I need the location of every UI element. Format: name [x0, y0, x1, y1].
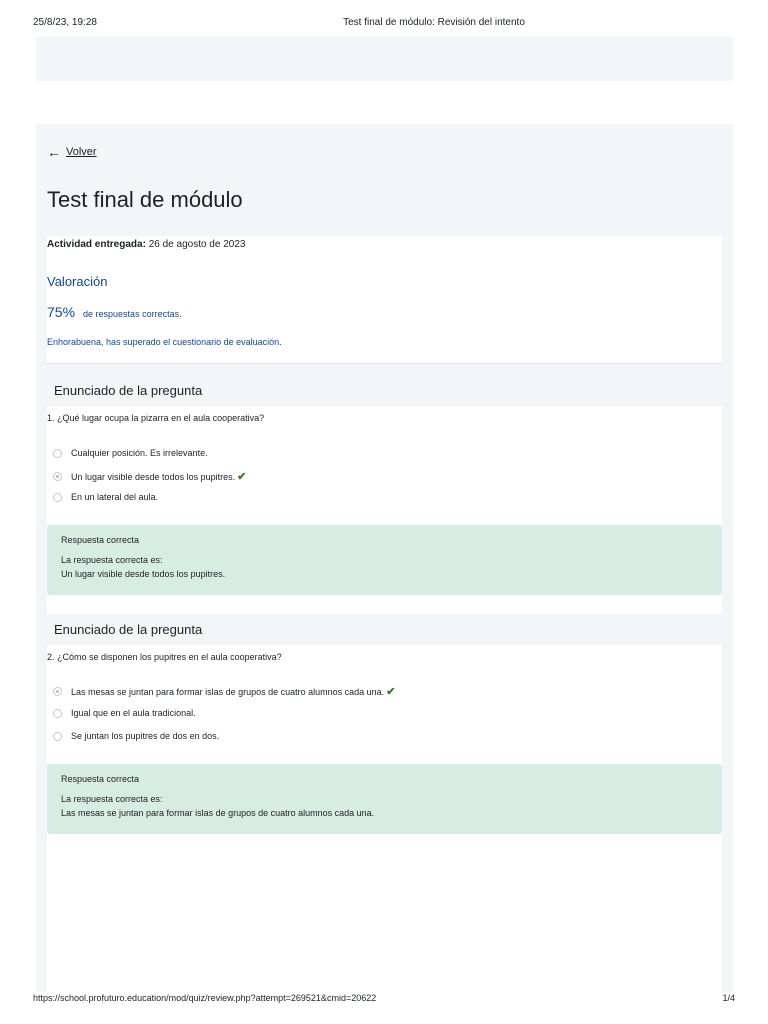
question-heading-label: Enunciado de la pregunta	[54, 622, 203, 637]
score-percent: 75%	[47, 304, 76, 320]
back-link[interactable]	[47, 145, 97, 159]
question-heading	[47, 376, 722, 406]
answer-option[interactable]	[53, 448, 208, 458]
option-label: Las mesas se juntan para formar islas de grupos de cuatro alumnos cada una.	[71, 686, 385, 697]
question-2	[47, 645, 722, 992]
congrats-message: Enhorabuena, has superado el cuestionario de evaluación.	[47, 337, 282, 347]
delivered-info	[47, 239, 245, 250]
checkmark-icon: ✔	[237, 471, 247, 483]
arrow-left-icon: ←	[47, 144, 61, 160]
question-1	[47, 406, 722, 614]
option-label: Se juntan los pupitres de dos en dos.	[71, 731, 220, 741]
radio-button[interactable]	[53, 493, 62, 502]
print-title: Test final de módulo: Revisión del intento	[343, 17, 525, 28]
print-header	[0, 17, 768, 33]
delivered-label: Actividad entregada:	[47, 239, 146, 250]
print-date: 25/8/23, 19:28	[33, 17, 97, 28]
option-label: Un lugar visible desde todos los pupitres.	[71, 471, 236, 482]
option-label: Cualquier posición. Es irrelevante.	[71, 448, 208, 458]
feedback-title: Respuesta correcta	[61, 535, 140, 545]
attempt-summary	[47, 236, 722, 364]
radio-button[interactable]	[53, 687, 62, 696]
feedback-intro: La respuesta correcta es:	[61, 555, 163, 565]
score-text: de respuestas correctas.	[83, 309, 182, 319]
divider	[47, 363, 722, 364]
print-footer	[0, 993, 768, 1007]
feedback-box	[47, 525, 722, 595]
answer-option[interactable]	[53, 470, 246, 483]
radio-button[interactable]	[53, 449, 62, 458]
radio-button[interactable]	[53, 709, 62, 718]
question-text: 2. ¿Cómo se disponen los pupitres en el aula cooperativa?	[47, 652, 282, 662]
answer-option[interactable]	[53, 492, 158, 502]
top-navbar	[36, 37, 733, 81]
valoracion-title: Valoración	[47, 274, 108, 289]
score	[47, 304, 182, 320]
option-label: Igual que en el aula tradicional.	[71, 708, 196, 718]
delivered-value: 26 de agosto de 2023	[145, 239, 246, 250]
answer-option[interactable]	[53, 708, 196, 718]
back-label: Volver	[66, 146, 97, 158]
print-url: https://school.profuturo.education/mod/quiz/review.php?attempt=269521&cmid=20622	[33, 993, 377, 1003]
question-heading	[47, 615, 722, 645]
question-text: 1. ¿Qué lugar ocupa la pizarra en el aula cooperativa?	[47, 413, 265, 423]
radio-button[interactable]	[53, 472, 62, 481]
option-label: En un lateral del aula.	[71, 492, 159, 502]
page-title: Test final de módulo	[47, 187, 243, 212]
page-number: 1/4	[722, 993, 735, 1003]
feedback-box	[47, 764, 722, 834]
answer-option[interactable]	[53, 731, 219, 741]
answer-option[interactable]	[53, 685, 395, 698]
feedback-answer: Un lugar visible desde todos los pupitres.	[61, 569, 226, 579]
feedback-answer: Las mesas se juntan para formar islas de grupos de cuatro alumnos cada una.	[61, 808, 375, 818]
feedback-intro: La respuesta correcta es:	[61, 794, 163, 804]
question-heading-label: Enunciado de la pregunta	[54, 383, 203, 398]
checkmark-icon: ✔	[386, 686, 396, 698]
radio-button[interactable]	[53, 732, 62, 741]
feedback-title: Respuesta correcta	[61, 774, 140, 784]
